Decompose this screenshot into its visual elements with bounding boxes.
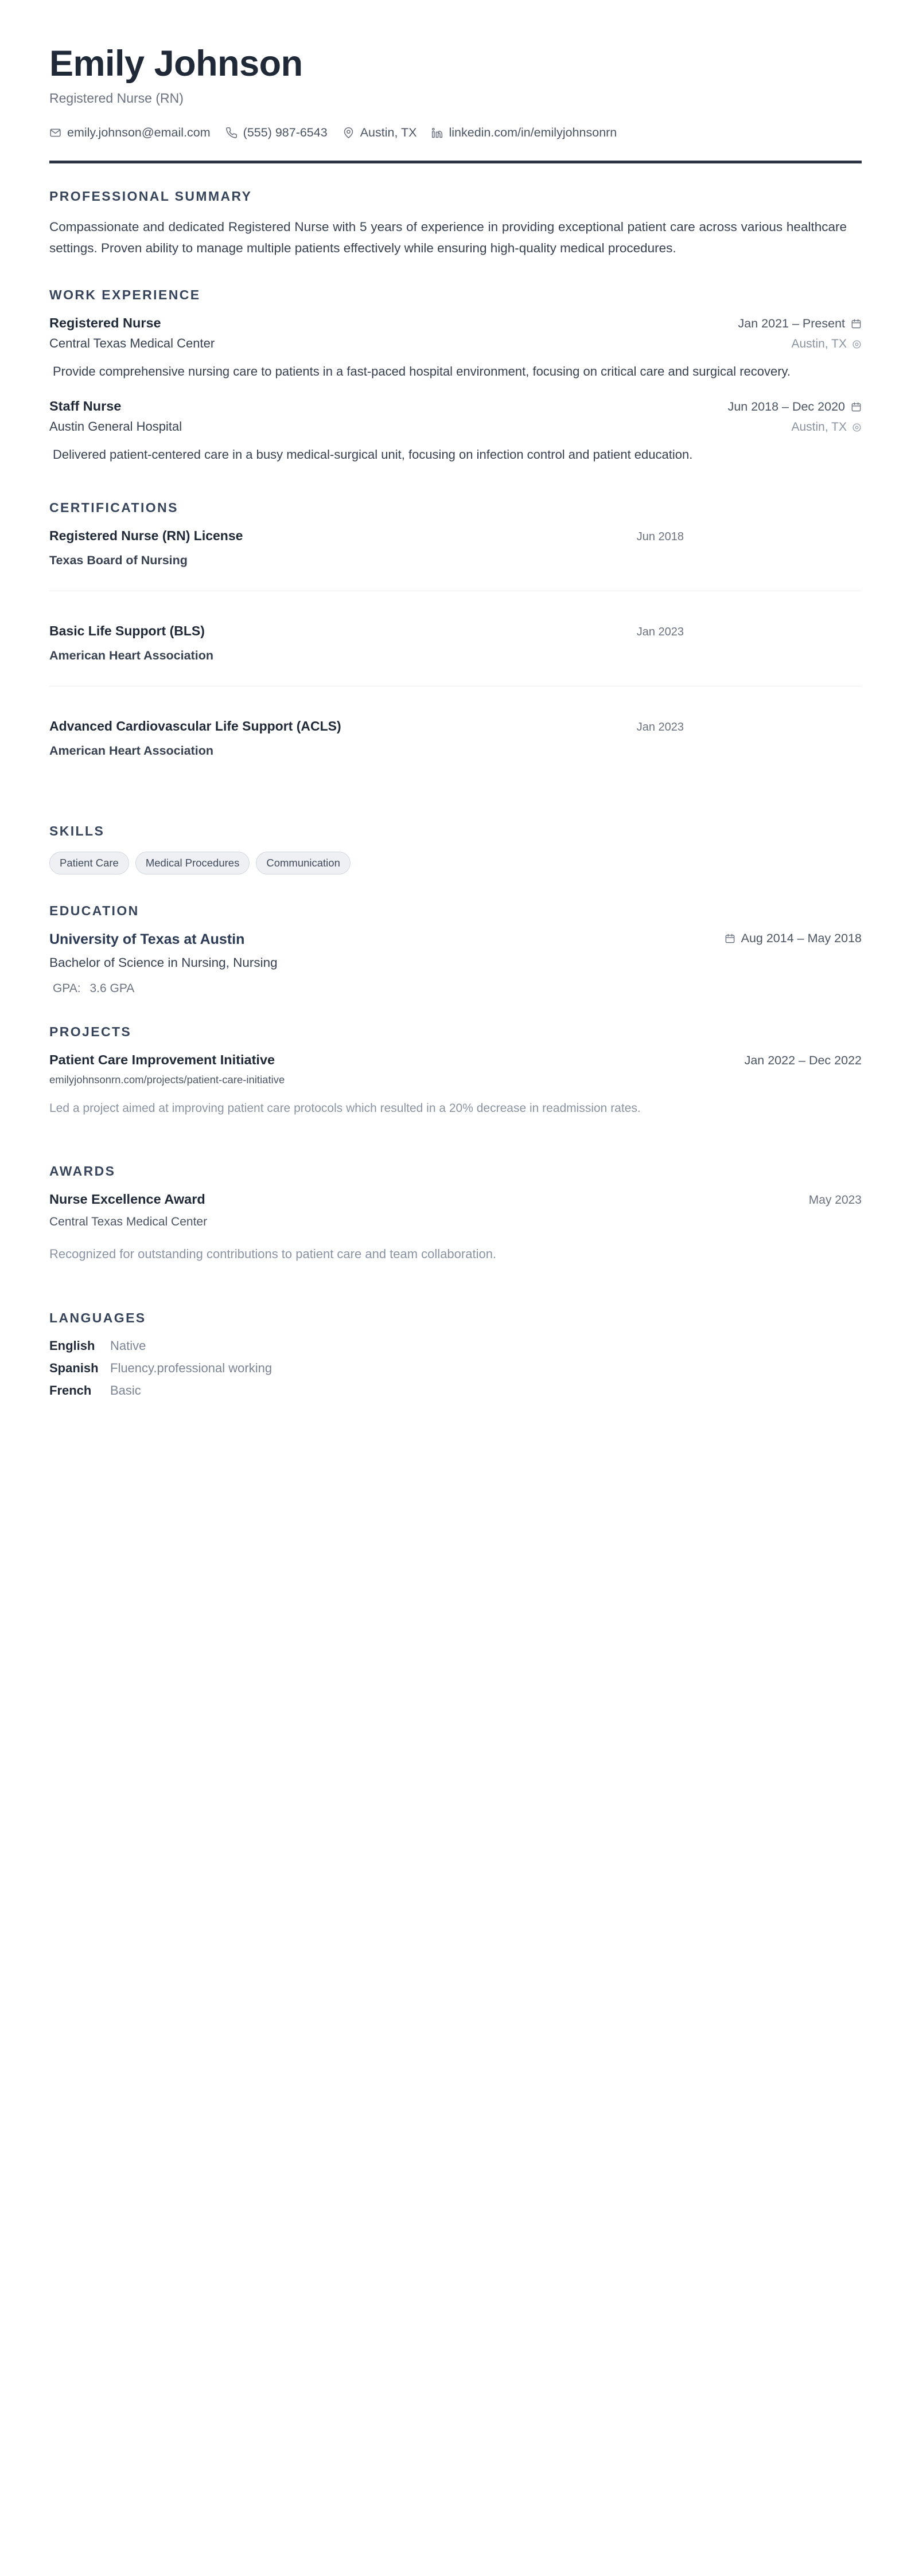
language-row	[49, 1383, 862, 1398]
section-education	[49, 903, 862, 996]
education-school: University of Texas at Austin	[49, 931, 245, 948]
certification-name: Registered Nurse (RN) License	[49, 528, 243, 544]
award-date: May 2023	[808, 1193, 862, 1207]
award-entry	[49, 1192, 862, 1264]
candidate-name: Emily Johnson	[49, 44, 303, 84]
work-position: Staff Nurse	[49, 399, 122, 414]
contact-linkedin-text: linkedin.com/in/emilyjohnsonrn	[449, 126, 617, 140]
certification-date: Jan 2023	[636, 721, 684, 734]
work-description: Delivered patient-centered care in a busy medical-surgical unit, focusing on infection control and patient education.	[53, 447, 693, 462]
section-title-certifications: CERTIFICATIONS	[49, 500, 178, 516]
education-gpa	[53, 982, 862, 996]
section-awards	[49, 1164, 862, 1264]
award-name: Nurse Excellence Award	[49, 1192, 205, 1207]
header-divider	[49, 161, 862, 163]
resume-header	[49, 45, 862, 163]
work-position: Registered Nurse	[49, 315, 161, 331]
language-name: Spanish	[49, 1360, 99, 1375]
project-name: Patient Care Improvement Initiative	[49, 1052, 275, 1068]
language-row	[49, 1338, 862, 1353]
section-projects	[49, 1024, 862, 1118]
certification-issuer: Texas Board of Nursing	[49, 553, 188, 568]
map-pin-icon	[342, 127, 355, 139]
certification-issuer: American Heart Association	[49, 649, 213, 663]
skill-pill[interactable]: Communication	[256, 852, 351, 875]
project-dates: Jan 2022 – Dec 2022	[744, 1053, 862, 1068]
section-languages	[49, 1310, 862, 1398]
section-work-experience	[49, 287, 862, 465]
project-description: Led a project aimed at improving patient care protocols which resulted in a 20% decrease in readmission rates.	[49, 1102, 641, 1115]
work-dates-wrap	[738, 317, 862, 331]
calendar-icon	[725, 933, 735, 944]
language-level: Basic	[110, 1383, 141, 1398]
education-entry	[49, 931, 862, 996]
contact-row	[49, 126, 862, 140]
section-title-education: EDUCATION	[49, 903, 139, 919]
contact-email[interactable]	[49, 126, 211, 140]
languages-list	[49, 1338, 862, 1398]
work-dates: Jan 2021 – Present	[738, 317, 845, 331]
award-description: Recognized for outstanding contributions to patient care and team collaboration.	[49, 1247, 497, 1262]
certification-issuer: American Heart Association	[49, 744, 213, 758]
contact-location-text: Austin, TX	[360, 126, 417, 140]
work-company: Central Texas Medical Center	[49, 336, 215, 351]
section-certifications	[49, 500, 862, 764]
work-dates: Jun 2018 – Dec 2020	[727, 400, 845, 414]
language-name: French	[49, 1383, 92, 1398]
map-pin-icon	[852, 339, 862, 349]
certification-date: Jan 2023	[636, 626, 684, 639]
map-pin-icon	[852, 423, 862, 432]
section-title-summary: PROFESSIONAL SUMMARY	[49, 189, 252, 204]
education-degree: Bachelor of Science in Nursing, Nursing	[49, 955, 278, 970]
work-dates-wrap	[728, 400, 862, 414]
section-title-work: WORK EXPERIENCE	[49, 287, 201, 303]
contact-email-text: emily.johnson@email.com	[67, 126, 211, 140]
skill-pill[interactable]: Medical Procedures	[135, 852, 250, 875]
section-title-languages: LANGUAGES	[49, 1310, 146, 1325]
education-gpa-value: 3.6 GPA	[89, 982, 135, 996]
contact-phone-text: (555) 987-6543	[243, 126, 328, 140]
section-title-awards: AWARDS	[49, 1164, 116, 1179]
contact-location	[342, 126, 417, 140]
language-level: Native	[110, 1338, 146, 1353]
certification-date: Jun 2018	[636, 530, 684, 544]
section-professional-summary	[49, 189, 862, 259]
language-level: Fluency.professional working	[110, 1360, 272, 1375]
certification-name: Basic Life Support (BLS)	[49, 623, 205, 639]
work-entry	[49, 399, 862, 465]
summary-text: Compassionate and dedicated Registered Nurse with 5 years of experience in providing exceptional patient care across various healthcare settings. Proven ability to manage multiple patients effectively while ensuring high-quality medical procedures.	[49, 220, 847, 255]
award-issuer: Central Texas Medical Center	[49, 1215, 208, 1229]
education-dates: Aug 2014 – May 2018	[741, 931, 862, 946]
certification-item	[49, 528, 862, 597]
phone-icon	[225, 127, 238, 139]
work-entry	[49, 315, 862, 381]
work-location: Austin, TX	[791, 337, 847, 351]
education-gpa-label: GPA:	[53, 982, 81, 996]
section-title-projects: PROJECTS	[49, 1024, 132, 1040]
calendar-icon	[851, 401, 862, 412]
section-skills	[49, 823, 862, 875]
candidate-role: Registered Nurse (RN)	[49, 91, 184, 106]
work-location-wrap	[792, 337, 862, 351]
work-location-wrap	[792, 420, 862, 434]
skill-pill[interactable]: Patient Care	[49, 852, 129, 875]
work-description: Provide comprehensive nursing care to patients in a fast-paced hospital environment, focusing on critical care and surgical recovery.	[53, 364, 791, 379]
contact-linkedin[interactable]	[431, 126, 617, 140]
project-url[interactable]: emilyjohnsonrn.com/projects/patient-care-initiative	[49, 1074, 285, 1086]
education-dates-wrap	[725, 931, 862, 946]
contact-phone[interactable]	[225, 126, 328, 140]
certification-item	[49, 623, 862, 692]
language-row	[49, 1361, 862, 1376]
mail-icon	[49, 127, 61, 139]
linkedin-icon	[431, 127, 443, 139]
calendar-icon	[851, 318, 862, 329]
work-location: Austin, TX	[791, 420, 847, 434]
certification-item	[49, 719, 862, 764]
certification-name: Advanced Cardiovascular Life Support (ACLS)	[49, 719, 341, 734]
project-entry	[49, 1052, 862, 1118]
work-company: Austin General Hospital	[49, 419, 182, 434]
language-name: English	[49, 1338, 95, 1353]
skills-list	[49, 852, 862, 875]
section-title-skills: SKILLS	[49, 823, 105, 839]
